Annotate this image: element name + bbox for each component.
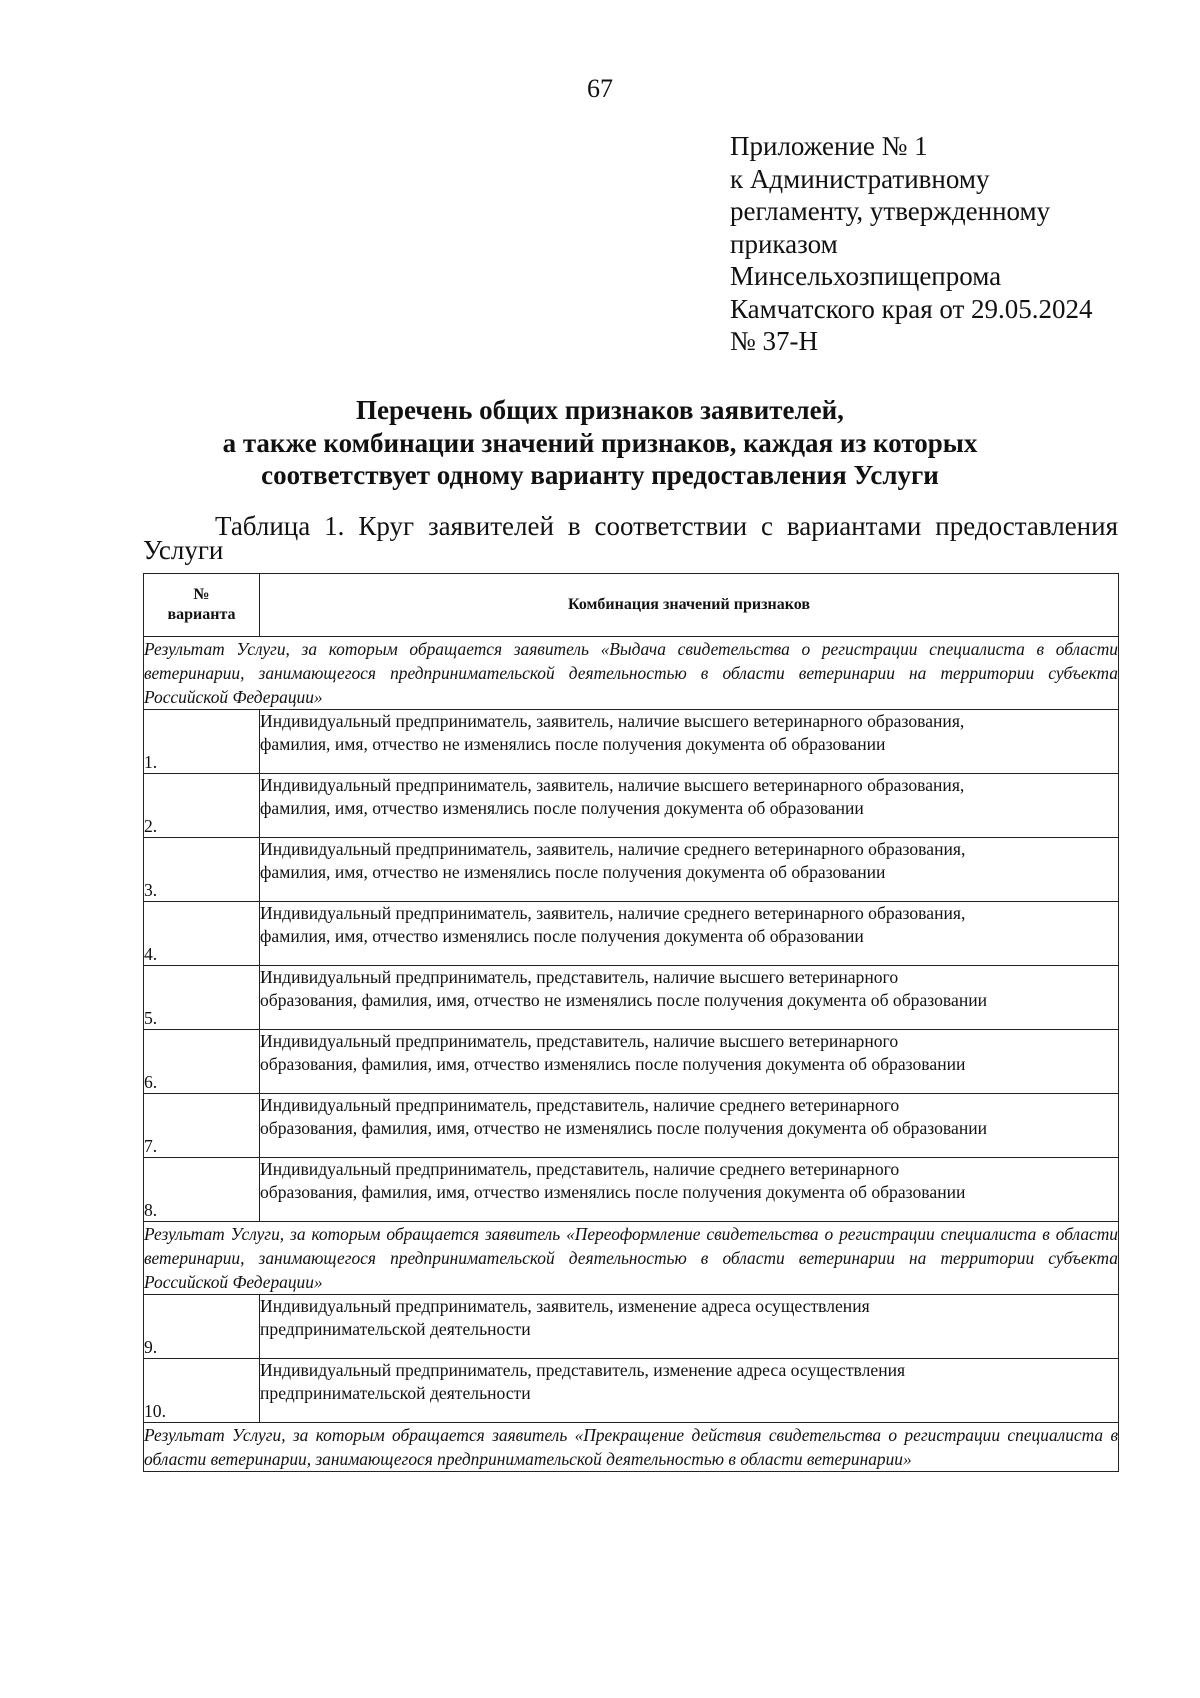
result-cell: Результат Услуги, за которым обращается заявитель «Выдача свидетельства о регистрации специалиста в области ветеринарии, занимающегося предпринимательской деятельностью в области ветеринарии на территории субъекта Российской Федерации»: [144, 637, 1119, 710]
variant-combination: [260, 774, 1119, 838]
table-row: [144, 1295, 1119, 1359]
table-row: [144, 1359, 1119, 1423]
variant-combination: [260, 1295, 1119, 1359]
combo-line: предпринимательской деятельности: [260, 1383, 531, 1403]
result-row: [144, 1222, 1119, 1295]
combo-line: фамилия, имя, отчество не изменялись после получения документа об образовании: [260, 862, 886, 882]
variant-combination: [260, 1030, 1119, 1094]
table-caption-line: Таблица 1. Круг заявителей в соответствии с вариантами предоставления: [215, 511, 1118, 541]
combo-line: Индивидуальный предприниматель, заявитель, изменение адреса осуществления: [260, 1296, 870, 1316]
combo-line: Индивидуальный предприниматель, заявитель, наличие высшего ветеринарного образования,: [260, 711, 965, 731]
variant-combination: [260, 966, 1119, 1030]
table-row: [144, 710, 1119, 774]
combo-line: Индивидуальный предприниматель, представитель, изменение адреса осуществления: [260, 1360, 906, 1380]
combo-line: образования, фамилия, имя, отчество не изменялись после получения документа об образовании: [260, 1118, 988, 1138]
variant-number: 1.: [144, 710, 260, 774]
table-caption: [143, 510, 1118, 566]
document-title: [0, 394, 1200, 492]
variant-number: 2.: [144, 774, 260, 838]
combo-line: фамилия, имя, отчество изменялись после получения документа об образовании: [260, 926, 864, 946]
table-row: [144, 902, 1119, 966]
header-num-symbol: №: [193, 586, 210, 603]
table-row: [144, 838, 1119, 902]
appendix-line: Камчатского края от 29.05.2024: [730, 293, 1093, 324]
header-num-label: варианта: [167, 606, 236, 623]
header-variant-number: [144, 574, 260, 637]
variant-number: 4.: [144, 902, 260, 966]
variant-number: 3.: [144, 838, 260, 902]
header-combination: Комбинация значений признаков: [260, 574, 1119, 637]
page-number: 67: [587, 74, 613, 103]
variant-number: 7.: [144, 1094, 260, 1158]
variant-combination: [260, 838, 1119, 902]
variant-number: 9.: [144, 1295, 260, 1359]
table-caption-line: Услуги: [143, 535, 224, 565]
result-row: [144, 1423, 1119, 1472]
table-row: [144, 1158, 1119, 1222]
title-line: соответствует одному варианту предоставления Услуги: [261, 460, 939, 490]
combo-line: фамилия, имя, отчество не изменялись после получения документа об образовании: [260, 734, 886, 754]
appendix-line: Минсельхозпищепрома: [730, 261, 1002, 291]
appendix-line: № 37-Н: [730, 326, 819, 356]
result-cell: Результат Услуги, за которым обращается заявитель «Переоформление свидетельства о регистрации специалиста в области ветеринарии, занимающегося предпринимательской деятельностью в области ветеринарии на территории субъекта Российской Федерации»: [144, 1222, 1119, 1295]
table-row: [144, 1030, 1119, 1094]
variant-number: 8.: [144, 1158, 260, 1222]
variant-combination: [260, 1158, 1119, 1222]
variant-combination: [260, 1094, 1119, 1158]
table-row: [144, 1094, 1119, 1158]
appendix-line: регламенту, утвержденному: [730, 196, 1051, 226]
appendix-line: к Административному: [730, 163, 990, 194]
variant-combination: [260, 710, 1119, 774]
table-header-row: [144, 574, 1119, 637]
combo-line: Индивидуальный предприниматель, представитель, наличие высшего ветеринарного: [260, 967, 899, 987]
title-line: а также комбинации значений признаков, каждая из которых: [222, 427, 978, 458]
combo-line: Индивидуальный предприниматель, заявитель, наличие среднего ветеринарного образования,: [260, 903, 966, 923]
combo-line: Индивидуальный предприниматель, представитель, наличие высшего ветеринарного: [260, 1031, 899, 1051]
combo-line: Индивидуальный предприниматель, представитель, наличие среднего ветеринарного: [260, 1159, 900, 1179]
combo-line: Индивидуальный предприниматель, заявитель, наличие среднего ветеринарного образования,: [260, 839, 966, 859]
combo-line: образования, фамилия, имя, отчество изменялись после получения документа об образовании: [260, 1182, 966, 1202]
variants-table: [143, 573, 1119, 1472]
variant-number: 10.: [144, 1359, 260, 1423]
combo-line: Индивидуальный предприниматель, заявитель, наличие высшего ветеринарного образования,: [260, 775, 965, 795]
result-cell: Результат Услуги, за которым обращается заявитель «Прекращение действия свидетельства о регистрации специалиста в области ветеринарии, занимающегося предпринимательской деятельностью в области ветеринарии»: [144, 1423, 1119, 1472]
combo-line: образования, фамилия, имя, отчество не изменялись после получения документа об образовании: [260, 990, 988, 1010]
variant-combination: [260, 902, 1119, 966]
variant-number: 6.: [144, 1030, 260, 1094]
appendix-line: Приложение № 1: [730, 131, 928, 161]
table-row: [144, 774, 1119, 838]
table-row: [144, 966, 1119, 1030]
result-row: [144, 637, 1119, 710]
combo-line: образования, фамилия, имя, отчество изменялись после получения документа об образовании: [260, 1054, 966, 1074]
appendix-block: [730, 130, 1150, 358]
variant-combination: [260, 1359, 1119, 1423]
combo-line: Индивидуальный предприниматель, представитель, наличие среднего ветеринарного: [260, 1095, 900, 1115]
combo-line: фамилия, имя, отчество изменялись после получения документа об образовании: [260, 798, 864, 818]
combo-line: предпринимательской деятельности: [260, 1319, 531, 1339]
variant-number: 5.: [144, 966, 260, 1030]
appendix-line: приказом: [730, 228, 838, 259]
title-line: Перечень общих признаков заявителей,: [356, 395, 844, 425]
